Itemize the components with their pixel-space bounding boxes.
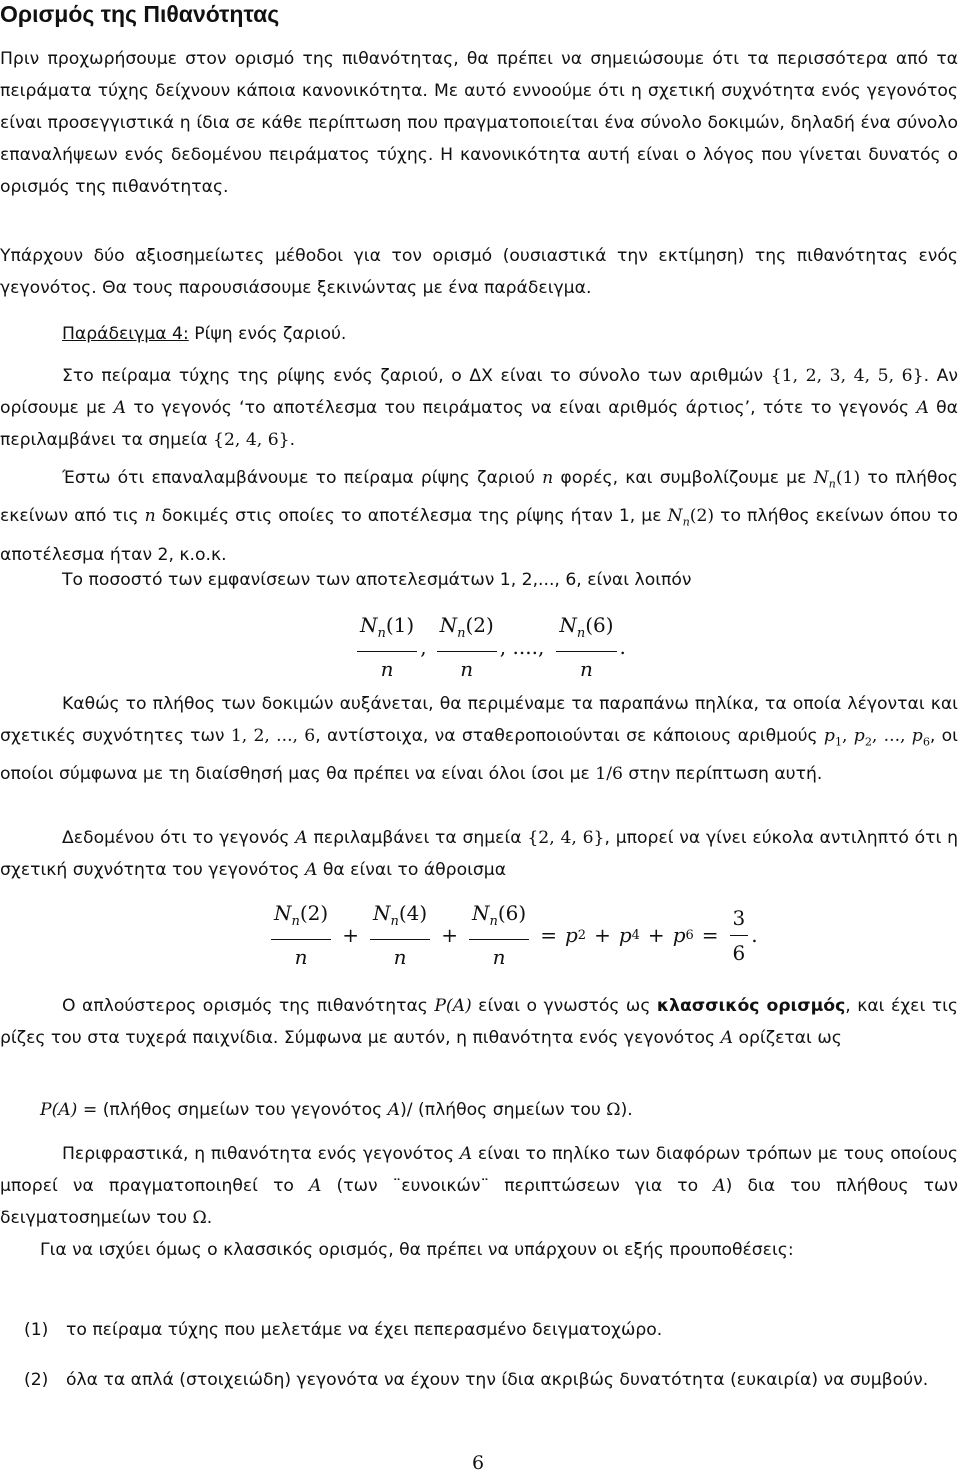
text-run: , μπορεί να γίνει εύκολα αντιληπτό ότι η σχετική συχνότητα του γεγονότος [0,828,958,880]
math-set: {1, 2, 3, 4, 5, 6} [770,366,924,386]
list-number: (2) [24,1370,49,1390]
math-op: + [342,923,359,947]
math-sub: 6 [685,927,694,943]
math-event: A [309,1176,322,1196]
text-run: , αντίστοιχα, να σταθεροποιούνται σε κάποιους αριθμούς [315,726,824,746]
text-run: , οι οποίοι σύμφωνα με τη διαίσθησή μας θα πρέπει να είναι όλοι ίσοι με [0,726,958,785]
paragraph-classical-definition [0,990,958,1054]
text-run: Δεδομένου ότι το γεγονός [62,828,296,848]
math-n: n [579,657,593,681]
math-event: A [304,860,318,880]
math-sub: n [390,914,399,929]
fraction-2 [437,612,497,682]
math-PA: P(A) [40,1100,78,1120]
math-omega: Ω [606,1100,621,1120]
math-N: N [471,901,490,925]
paragraph-proportions: Το ποσοστό των εμφανίσεων των αποτελεσμάτων 1, 2,..., 6, είναι λοιπόν [62,570,692,590]
paragraph-repetitions [0,462,958,571]
math-frac: 1/6 [595,764,623,785]
math-sub: n [682,515,690,529]
text-run: Περιφραστικά, η πιθανότητα ενός γεγονότος [62,1144,460,1164]
math-op: = [540,923,557,947]
math-n: n [144,506,156,527]
math-event: A [295,828,308,848]
text-run: . [206,1208,213,1228]
paragraph-intro: Πριν προχωρήσουμε στον ορισμό της πιθανότητας, θα πρέπει να σημειώσουμε ότι τα περισσότερα από τα πειράματα τύχης δείχνουν κάποια κανονικότητα. Με αυτό εννοούμε ότι η σχετική συχνότητα ενός γεγονότος είναι προσεγγιστικά η ίδια σε κάθε περίπτωση που πραγματοποιείται ένα σύνολο δοκιμών, δηλαδή ένα σύνολο επαναλήψεων ενός δεδομένου πειράματος τύχης. Η κανονικότητα αυτή είναι ο λόγος που γίνεται δυνατός ο ορισμός της πιθανότητας. [0,49,958,197]
text-run: . Αν ορίσουμε με [0,366,958,418]
math-n: n [393,945,407,969]
text-run: στην περίπτωση αυτή. [622,764,823,785]
math-sub: n [489,914,498,929]
text-run: φορές, και συμβολίζουμε με [553,468,814,488]
text-run: δοκιμές στις οποίες το αποτέλεσμα της ρίψης ήταν 1, με [155,506,668,527]
math-n: n [294,945,308,969]
text-run: Έστω ότι επαναλαμβάνουμε το πείραμα ρίψης ζαριού [62,468,543,488]
math-p: p [672,923,686,947]
fraction-n6 [469,900,529,970]
list-text: το πείραμα τύχης που μελετάμε να έχει πεπερασμένο δειγματοχώρο. [66,1320,663,1340]
fraction-1 [357,612,417,682]
text-run: το γεγονός ‘το αποτέλεσμα του πειράματος να είναι αριθμός άρτιος’, τότε το γεγονός [126,398,917,418]
math-num: 3 [730,905,749,936]
text-run: ) δια του πλήθους των δειγματοσημείων του [0,1176,958,1228]
math-PA: P(A) [434,996,472,1016]
paragraph-die-example [0,360,958,456]
paragraph-methods: Υπάρχουν δύο αξιοσημείωτες μέθοδοι για τον ορισμό (ουσιαστικά την εκτίμηση) της πιθανότητας ενός γεγονότος. Θα τους παρουσιάσουμε ξεκινώντας με ένα παράδειγμα. [0,246,958,298]
text-run: (των ¨ευνοικών¨ περιπτώσεων για το [321,1176,714,1196]
example-text: Ρίψη ενός ζαριού. [188,324,347,344]
text-run: Στο πείραμα τύχης της ρίψης ενός ζαριού, ο ΔΧ είναι το σύνολο των αριθμών [62,366,771,386]
math-N: N [559,613,577,637]
paragraph-periphrastic [0,1138,958,1234]
equation-sum [268,900,758,970]
paragraph-conditions: Για να ισχύει όμως ο κλασσικός ορισμός, θα πρέπει να υπάρχουν οι εξής προυποθέσεις: [40,1240,794,1260]
math-arg: (2) [465,613,494,637]
math-n: n [542,468,554,488]
math-N: N [372,901,391,925]
math-set: {2, 4, 6} [527,828,605,848]
definition-formula [40,1094,940,1126]
math-op: + [647,923,665,947]
math-p: p [564,923,578,947]
math-p: p [853,726,865,746]
text-run: ορίζεται ως [733,1028,842,1048]
math-event: A [713,1176,726,1196]
math-arg: (6) [585,613,614,637]
math-op: = [701,923,719,947]
section-title: Ορισμός της Πιθανότητας [0,1,280,27]
math-arg: (6) [497,901,527,925]
bold-term: κλασσικός ορισμός [656,996,846,1016]
fraction-n4: $\frac{N_n(4)}{n}$ [370,900,430,970]
fraction-3 [556,612,616,682]
math-seq: 1, 2, ..., 6 [230,726,316,746]
math-arg: 4 [406,901,420,925]
text-run: είναι το πηλίκο των διαφόρων τρόπων με τους οποίους μπορεί να πραγματοποιηθεί το [0,1144,959,1196]
math-op: + [594,923,611,947]
math-omega: Ω [192,1208,207,1228]
math-event: A [720,1028,734,1048]
text-run: Ο απλούστερος ορισμός της πιθανότητας [62,996,435,1016]
text-run: . [289,430,296,450]
math-p: p [618,923,632,947]
math-set: {2, 4, 6} [213,430,290,450]
paragraph-relative-frequencies: Καθώς το πλήθος των δοκιμών αυξάνεται, θα περιμέναμε τα παραπάνω πηλίκα, τα οποία λέγονται και σχετικές συχνότητες των 1, 2, ..., 6, αντίστοιχα, να σταθεροποιούνται σε κάποιους αριθμούς $p_1$, $p_2$, ..., $p_6$, οι οποίοι σύμφωνα με τη διαίσθησή μας θα πρέπει να είναι όλοι ίσοι με 1/6 στην περίπτωση αυτή. [0,694,958,785]
math-n: n [460,657,474,681]
math-den: 6 [732,940,746,965]
math-arg: (1) [835,468,861,488]
math-event: A [459,1144,473,1164]
text-run: , και έχει τις ρίζες του στα τυχερά παιχνίδια. Σύμφωνα με αυτόν, η πιθανότητα ενός γεγονότος [0,996,958,1048]
math-sub: n [291,914,300,929]
math-arg: (2) [689,506,715,527]
list-number: (1) [24,1320,49,1340]
math-n: n [492,945,506,969]
text-run: θα είναι το άθροισμα [317,860,507,880]
math-p: p [911,726,923,746]
page-number: 6 [472,1452,485,1474]
math-op: + [441,923,458,947]
math-arg: (2) [299,901,329,925]
math-N: N [439,613,458,637]
text-run: Καθώς το πλήθος των δοκιμών αυξάνεται, θα περιμέναμε τα παραπάνω πηλίκα, τα οποία λέγονται και σχετικές συχνότητες των [0,694,958,746]
math-event: A [916,398,929,418]
math-N: N [360,613,378,637]
math-event: A [113,398,127,418]
math-N: N [813,468,829,488]
math-sub: n [377,626,386,641]
fraction-3-6 [730,905,749,966]
math-sub: 2 [577,927,587,943]
text-run: θα περιλαμβάνει τα σημεία [0,398,958,450]
math-sub: n [828,477,836,491]
text-run: είναι ο γνωστός ως [471,996,657,1016]
text-run: το πλήθος εκείνων από τις [0,468,958,527]
math-arg: (1) [385,613,415,637]
math-sep: , [420,635,427,659]
text-run: το πλήθος εκείνων όπου το αποτέλεσμα ήταν 2, κ.ο.κ. [0,506,958,565]
example-heading [62,318,346,350]
example-label: Παράδειγμα 4: [62,324,189,344]
fraction-n2 [271,900,331,970]
math-event: A [387,1100,401,1120]
math-sep: , ...., [499,635,545,659]
math-sub: n [576,626,586,641]
math-N: N [667,506,683,527]
math-sub: 4 [631,927,640,943]
math-N: N [274,901,292,925]
math-sep: . [751,923,758,947]
equation-frequencies [354,612,626,682]
paragraph-event-sum [0,822,958,886]
text-run: περιλαμβάνει τα σημεία [307,828,528,848]
math-n: n [380,657,394,681]
math-sep: . [619,635,626,659]
math-sub: n [457,626,466,641]
math-p: p [823,726,835,746]
text-run: )/ (πλήθος σημείων του [400,1100,607,1120]
text-run: ). [620,1100,633,1120]
text-run: = (πλήθος σημείων του γεγονότος [77,1100,388,1120]
list-text: όλα τα απλά (στοιχειώδη) γεγονότα να έχουν την ίδια ακριβώς δυνατότητα (ευκαιρία) να συμβούν. [66,1370,929,1390]
